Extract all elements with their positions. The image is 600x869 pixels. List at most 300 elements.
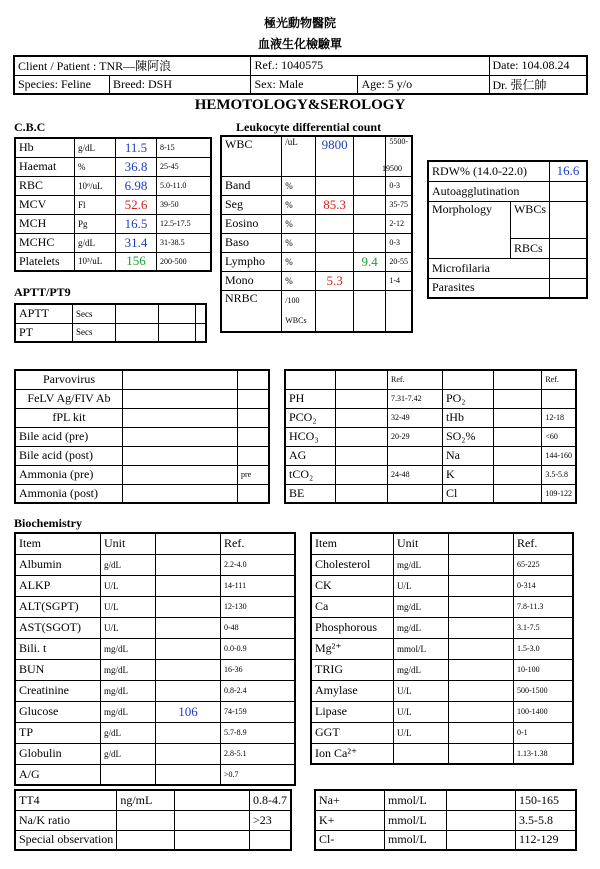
leuko-value-1 xyxy=(316,233,354,252)
biochem-right-row xyxy=(311,701,573,722)
leuko-name: Seg xyxy=(221,195,282,214)
bloodgas-left-value xyxy=(336,427,388,446)
biochem-row xyxy=(15,596,295,617)
cbc-unit: g/dL xyxy=(75,233,116,252)
electrolyte-item: K+ xyxy=(315,810,385,830)
bloodgas-left-ref: 32-49 xyxy=(388,408,443,427)
biochem-right-ref: 7.8-11.3 xyxy=(514,596,574,617)
cbc-row xyxy=(15,138,211,157)
biochem-item: Bili. t xyxy=(15,638,101,659)
serology-value xyxy=(123,370,238,389)
rbcs-label: RBCs xyxy=(510,238,549,258)
biochem-right-unit: mg/dL xyxy=(394,554,449,575)
biochem-value xyxy=(156,659,221,680)
biochem-right-unit: U/L xyxy=(394,680,449,701)
bloodgas-row xyxy=(285,446,576,465)
leuko-row xyxy=(221,252,412,271)
biochem-right-unit xyxy=(394,743,449,764)
bloodgas-left-value xyxy=(336,484,388,503)
biochem-unit: mg/dL xyxy=(101,638,156,659)
electrolyte-value xyxy=(447,830,516,850)
cbc-row xyxy=(15,252,211,271)
biochem-unit: mg/dL xyxy=(101,659,156,680)
section-title: HEMOTOLOGY&SEROLOGY xyxy=(194,97,406,113)
biochem-ref: 0.8-2.4 xyxy=(221,680,296,701)
biochem-right-row xyxy=(311,617,573,638)
bloodgas-right-value xyxy=(494,484,542,503)
serology-name: Ammonia (post) xyxy=(15,484,123,503)
biochem-value xyxy=(156,575,221,596)
bloodgas-row xyxy=(285,484,576,503)
biochem-value xyxy=(156,743,221,764)
biochem-right-unit: U/L xyxy=(394,701,449,722)
biochem-row xyxy=(15,575,295,596)
biochem-row xyxy=(15,638,295,659)
leuko-value-2: 9.4 xyxy=(353,252,385,271)
biochem-right-value xyxy=(449,638,514,659)
bloodgas-left-name: AG xyxy=(285,446,336,465)
cbc-unit: g/dL xyxy=(75,138,116,157)
serology-name: FeLV Ag/FIV Ab xyxy=(15,389,123,408)
leuko-value-2 xyxy=(353,176,385,195)
date-cell: Date: 104.08.24 xyxy=(489,56,587,75)
sex-cell: Sex: Male xyxy=(251,75,358,94)
aptt-unit: Secs xyxy=(73,323,116,342)
leuko-value-1 xyxy=(316,176,354,195)
biochem-value: 106 xyxy=(156,701,221,722)
bloodgas-left-value xyxy=(336,408,388,427)
bloodgas-right-value xyxy=(494,408,542,427)
breed-cell: Breed: DSH xyxy=(110,75,251,94)
nrbc-name: NRBC xyxy=(221,290,282,332)
nrbc-unit xyxy=(282,290,316,332)
biochem-unit: mg/dL xyxy=(101,680,156,701)
cbc-name: Platelets xyxy=(15,252,75,271)
biochemistry-label: Biochemistry xyxy=(14,516,82,530)
electrolyte-ref: 112-129 xyxy=(516,830,577,850)
rdw-label: RDW% (14.0-22.0) xyxy=(428,161,550,181)
aptt-row xyxy=(15,323,206,342)
rdw-table xyxy=(427,160,588,299)
tt4-item: Special observation xyxy=(15,830,117,850)
biochem-unit: g/dL xyxy=(101,722,156,743)
tt4-row xyxy=(15,810,291,830)
serology-extra xyxy=(238,408,270,427)
biochem-item-header: Item xyxy=(15,533,101,554)
leuko-value-2 xyxy=(353,195,385,214)
leuko-unit: % xyxy=(282,176,316,195)
age-cell: Age: 5 y/o xyxy=(358,75,489,94)
biochem-ref: 14-111 xyxy=(221,575,296,596)
biochem-right-row xyxy=(311,575,573,596)
biochem-row xyxy=(15,659,295,680)
serology-row xyxy=(15,427,269,446)
tt4-ref xyxy=(250,830,292,850)
serology-extra xyxy=(238,446,270,465)
biochem-right-unit-header: Unit xyxy=(394,533,449,554)
biochem-right-item: Cholesterol xyxy=(311,554,394,575)
tt4-ref: 0.8-4.7 xyxy=(250,790,292,810)
serology-table xyxy=(14,369,270,504)
bloodgas-left-value xyxy=(336,465,388,484)
tt4-row xyxy=(15,790,291,810)
leuko-ref: 2-12 xyxy=(386,214,412,233)
bloodgas-ref-header-right: Ref. xyxy=(542,370,576,389)
wbc-value: 9800 xyxy=(316,136,354,176)
bloodgas-right-name: K xyxy=(442,465,493,484)
cbc-row xyxy=(15,214,211,233)
biochem-left-table xyxy=(14,532,296,786)
bloodgas-row xyxy=(285,389,576,408)
tt4-row xyxy=(15,830,291,850)
leuko-value-1: 5.3 xyxy=(316,271,354,290)
tt4-value xyxy=(174,790,249,810)
bloodgas-left-name: PCO₂ xyxy=(285,408,336,427)
wbc-name: WBC xyxy=(221,136,282,176)
biochem-ref: 74-159 xyxy=(221,701,296,722)
tt4-item: TT4 xyxy=(15,790,117,810)
cbc-name: MCHC xyxy=(15,233,75,252)
biochem-right-item: Lipase xyxy=(311,701,394,722)
leuko-name: Baso xyxy=(221,233,282,252)
wbc-ref-2: 19500 xyxy=(382,164,402,173)
bloodgas-row xyxy=(285,427,576,446)
bloodgas-right-name: tHb xyxy=(442,408,493,427)
cbc-label: C.B.C xyxy=(14,120,46,134)
serology-value xyxy=(123,446,238,465)
leuko-value-1 xyxy=(316,252,354,271)
bloodgas-right-value xyxy=(494,465,542,484)
leukocyte-label: Leukocyte differential count xyxy=(236,120,382,134)
biochem-value xyxy=(156,596,221,617)
serology-value xyxy=(123,465,238,484)
aptt-ref xyxy=(159,304,196,323)
aptt-value xyxy=(116,304,159,323)
tt4-table xyxy=(14,789,292,851)
cbc-value: 6.98 xyxy=(116,176,157,195)
biochem-right-ref: 0-1 xyxy=(514,722,574,743)
bloodgas-left-name: BE xyxy=(285,484,336,503)
leuko-value-1: 85.3 xyxy=(316,195,354,214)
cbc-row xyxy=(15,233,211,252)
serology-extra xyxy=(238,427,270,446)
electrolyte-ref: 3.5-5.8 xyxy=(516,810,577,830)
biochem-right-value xyxy=(449,680,514,701)
serology-row xyxy=(15,484,269,503)
biochem-row xyxy=(15,764,295,785)
hospital-name: 極光動物醫院 xyxy=(263,16,336,30)
biochem-unit: U/L xyxy=(101,596,156,617)
biochem-ref: >0.7 xyxy=(221,764,296,785)
biochem-right-unit: mmol/L xyxy=(394,638,449,659)
biochem-right-value xyxy=(449,743,514,764)
bloodgas-right-name: Cl xyxy=(442,484,493,503)
tt4-unit xyxy=(117,810,174,830)
bloodgas-row xyxy=(285,408,576,427)
cbc-unit: Pg xyxy=(75,214,116,233)
leuko-unit: % xyxy=(282,252,316,271)
biochem-right-ref: 65-225 xyxy=(514,554,574,575)
biochem-value xyxy=(156,617,221,638)
biochem-item: Glucose xyxy=(15,701,101,722)
aptt-label: APTT/PT9 xyxy=(14,285,71,299)
biochem-right-ref: 500-1500 xyxy=(514,680,574,701)
biochem-right-value xyxy=(449,596,514,617)
biochem-right-ref: 1.5-3.0 xyxy=(514,638,574,659)
serology-name: Ammonia (pre) xyxy=(15,465,123,484)
biochem-right-row xyxy=(311,743,573,764)
electrolyte-unit: mmol/L xyxy=(385,810,447,830)
bloodgas-right-name: SO₂% xyxy=(442,427,493,446)
electrolyte-value xyxy=(447,790,516,810)
cbc-unit: 10⁶/uL xyxy=(75,176,116,195)
biochem-value xyxy=(156,554,221,575)
cbc-table xyxy=(14,137,212,272)
biochem-right-unit: mg/dL xyxy=(394,617,449,638)
rdw-value: 16.6 xyxy=(550,161,588,181)
biochem-right-row xyxy=(311,680,573,701)
leuko-ref: 0-3 xyxy=(386,233,412,252)
biochem-ref: 16-36 xyxy=(221,659,296,680)
biochem-right-ref: 3.1-7.5 xyxy=(514,617,574,638)
microfilaria-label: Microfilaria xyxy=(428,258,550,278)
bloodgas-right-ref: 109-122 xyxy=(542,484,576,503)
electrolyte-ref: 150-165 xyxy=(516,790,577,810)
leuko-value-1 xyxy=(316,214,354,233)
tt4-item: Na/K ratio xyxy=(15,810,117,830)
cbc-name: MCV xyxy=(15,195,75,214)
cbc-ref: 31-38.5 xyxy=(157,233,212,252)
biochem-item: A/G xyxy=(15,764,101,785)
aptt-ref xyxy=(159,323,196,342)
biochem-right-row xyxy=(311,554,573,575)
form-title: 血液生化檢驗單 xyxy=(257,37,342,51)
electrolyte-unit: mmol/L xyxy=(385,830,447,850)
biochem-right-item: TRIG xyxy=(311,659,394,680)
aptt-value xyxy=(116,323,159,342)
serology-row xyxy=(15,408,269,427)
serology-name: Bile acid (pre) xyxy=(15,427,123,446)
aptt-unit: Secs xyxy=(73,304,116,323)
blood-gas-table xyxy=(284,369,577,504)
biochem-right-ref: 0-314 xyxy=(514,575,574,596)
leuko-ref: 35-75 xyxy=(386,195,412,214)
biochem-right-unit: mg/dL xyxy=(394,596,449,617)
biochem-unit: g/dL xyxy=(101,554,156,575)
serology-row xyxy=(15,370,269,389)
biochem-item: TP xyxy=(15,722,101,743)
biochem-item: AST(SGOT) xyxy=(15,617,101,638)
leuko-name: Eosino xyxy=(221,214,282,233)
biochem-item: Globulin xyxy=(15,743,101,764)
biochem-ref: 5.7-8.9 xyxy=(221,722,296,743)
biochem-right-value xyxy=(449,659,514,680)
biochem-right-item: CK xyxy=(311,575,394,596)
biochem-ref: 0.0-0.9 xyxy=(221,638,296,659)
biochem-value xyxy=(156,722,221,743)
biochem-right-row xyxy=(311,638,573,659)
bloodgas-left-value xyxy=(336,389,388,408)
wbcs-label: WBCs xyxy=(510,201,549,238)
cbc-ref: 39-50 xyxy=(157,195,212,214)
biochem-right-item: GGT xyxy=(311,722,394,743)
leuko-row xyxy=(221,214,412,233)
cbc-ref: 8-15 xyxy=(157,138,212,157)
serology-row xyxy=(15,389,269,408)
bloodgas-left-ref: 7.31-7.42 xyxy=(388,389,443,408)
bloodgas-left-ref xyxy=(388,484,443,503)
serology-extra xyxy=(238,484,270,503)
serology-name: Parvovirus xyxy=(15,370,123,389)
cbc-value: 16.5 xyxy=(116,214,157,233)
leuko-unit: % xyxy=(282,214,316,233)
biochem-unit xyxy=(101,764,156,785)
biochem-right-ref: 1.13-1.38 xyxy=(514,743,574,764)
leuko-unit: % xyxy=(282,233,316,252)
electrolyte-row xyxy=(315,810,576,830)
biochem-right-item: Mg²⁺ xyxy=(311,638,394,659)
leuko-row xyxy=(221,271,412,290)
cbc-name: MCH xyxy=(15,214,75,233)
cbc-ref: 5.0-11.0 xyxy=(157,176,212,195)
biochem-value xyxy=(156,638,221,659)
bloodgas-row xyxy=(285,465,576,484)
biochem-right-value xyxy=(449,554,514,575)
aptt-table xyxy=(14,303,207,343)
cbc-ref: 200-500 xyxy=(157,252,212,271)
cbc-ref: 25-45 xyxy=(157,157,212,176)
bloodgas-right-value xyxy=(494,446,542,465)
biochem-right-unit: mg/dL xyxy=(394,659,449,680)
serology-extra xyxy=(238,389,270,408)
cbc-value: 52.6 xyxy=(116,195,157,214)
leuko-ref: 20-55 xyxy=(386,252,412,271)
tt4-value xyxy=(174,810,249,830)
electrolyte-value xyxy=(447,810,516,830)
tt4-ref: >23 xyxy=(250,810,292,830)
cbc-ref: 12.5-17.5 xyxy=(157,214,212,233)
biochem-item: ALT(SGPT) xyxy=(15,596,101,617)
biochem-right-unit: U/L xyxy=(394,575,449,596)
doctor-cell: Dr. 張仁帥 xyxy=(489,75,587,94)
biochem-row xyxy=(15,554,295,575)
leuko-unit: % xyxy=(282,271,316,290)
serology-extra: pre xyxy=(238,465,270,484)
leuko-unit: % xyxy=(282,195,316,214)
bloodgas-ref-header-left: Ref. xyxy=(388,370,443,389)
biochem-unit: U/L xyxy=(101,617,156,638)
leuko-ref: 1-4 xyxy=(386,271,412,290)
biochem-value xyxy=(156,764,221,785)
electrolyte-row xyxy=(315,790,576,810)
leuko-row xyxy=(221,176,412,195)
cbc-value: 156 xyxy=(116,252,157,271)
bloodgas-right-name: PO₂ xyxy=(442,389,493,408)
bloodgas-left-ref: 24-48 xyxy=(388,465,443,484)
biochem-ref: 2.8-5.1 xyxy=(221,743,296,764)
leuko-row xyxy=(221,195,412,214)
biochem-ref: 12-130 xyxy=(221,596,296,617)
bloodgas-right-ref: 12-18 xyxy=(542,408,576,427)
biochem-right-item-header: Item xyxy=(311,533,394,554)
electrolyte-row xyxy=(315,830,576,850)
bloodgas-right-ref xyxy=(542,389,576,408)
aptt-name: APTT xyxy=(15,304,73,323)
bloodgas-left-value xyxy=(336,446,388,465)
patient-info-table xyxy=(13,55,588,95)
biochem-ref: 0-48 xyxy=(221,617,296,638)
biochem-right-value xyxy=(449,617,514,638)
bloodgas-left-ref xyxy=(388,446,443,465)
cbc-unit: % xyxy=(75,157,116,176)
serology-row xyxy=(15,465,269,484)
cbc-unit: 10³/uL xyxy=(75,252,116,271)
electrolyte-item: Cl- xyxy=(315,830,385,850)
wbc-unit: /uL xyxy=(282,136,316,176)
bloodgas-left-name: PH xyxy=(285,389,336,408)
cbc-row xyxy=(15,195,211,214)
biochem-row xyxy=(15,680,295,701)
serology-name: Bile acid (post) xyxy=(15,446,123,465)
cbc-row xyxy=(15,157,211,176)
biochem-ref: 2.2-4.0 xyxy=(221,554,296,575)
serology-value xyxy=(123,484,238,503)
bloodgas-right-value xyxy=(494,427,542,446)
biochem-item: Creatinine xyxy=(15,680,101,701)
parasites-label: Parasites xyxy=(428,278,550,298)
biochem-value xyxy=(156,680,221,701)
electrolyte-unit: mmol/L xyxy=(385,790,447,810)
nrbc-unit-line2: WBCs xyxy=(285,315,307,325)
aptt-extra xyxy=(196,323,207,342)
biochem-right-value xyxy=(449,575,514,596)
biochem-right-ref: 10-100 xyxy=(514,659,574,680)
bloodgas-right-name: Na xyxy=(442,446,493,465)
bloodgas-right-value xyxy=(494,389,542,408)
electrolytes-table xyxy=(314,789,577,851)
biochem-right-item: Ion Ca²⁺ xyxy=(311,743,394,764)
wbc-value-2 xyxy=(353,136,385,176)
cbc-value: 11.5 xyxy=(116,138,157,157)
biochem-right-ref-header: Ref. xyxy=(514,533,574,554)
tt4-unit: ng/mL xyxy=(117,790,174,810)
biochem-right-ref: 100-1400 xyxy=(514,701,574,722)
serology-name: fPL kit xyxy=(15,408,123,427)
morphology-label: Morphology xyxy=(428,201,510,258)
biochem-right-row xyxy=(311,722,573,743)
ref-cell: Ref.: 1040575 xyxy=(251,56,489,75)
client-cell: Client / Patient : TNR—陳阿浪 xyxy=(14,56,251,75)
bloodgas-left-name: tCO₂ xyxy=(285,465,336,484)
electrolyte-item: Na+ xyxy=(315,790,385,810)
leuko-ref: 0-3 xyxy=(386,176,412,195)
biochem-right-value xyxy=(449,722,514,743)
aptt-name: PT xyxy=(15,323,73,342)
species-cell: Species: Feline xyxy=(14,75,110,94)
serology-value xyxy=(123,408,238,427)
leuko-name: Mono xyxy=(221,271,282,290)
tt4-unit xyxy=(117,830,174,850)
cbc-unit: Fl xyxy=(75,195,116,214)
biochem-right-row xyxy=(311,659,573,680)
leuko-name: Band xyxy=(221,176,282,195)
tt4-value xyxy=(174,830,249,850)
biochem-right-table xyxy=(310,532,574,765)
biochem-ref-header: Ref. xyxy=(221,533,296,554)
bloodgas-right-ref: 144-160 xyxy=(542,446,576,465)
biochem-row xyxy=(15,701,295,722)
bloodgas-left-name: HCO₃ xyxy=(285,427,336,446)
